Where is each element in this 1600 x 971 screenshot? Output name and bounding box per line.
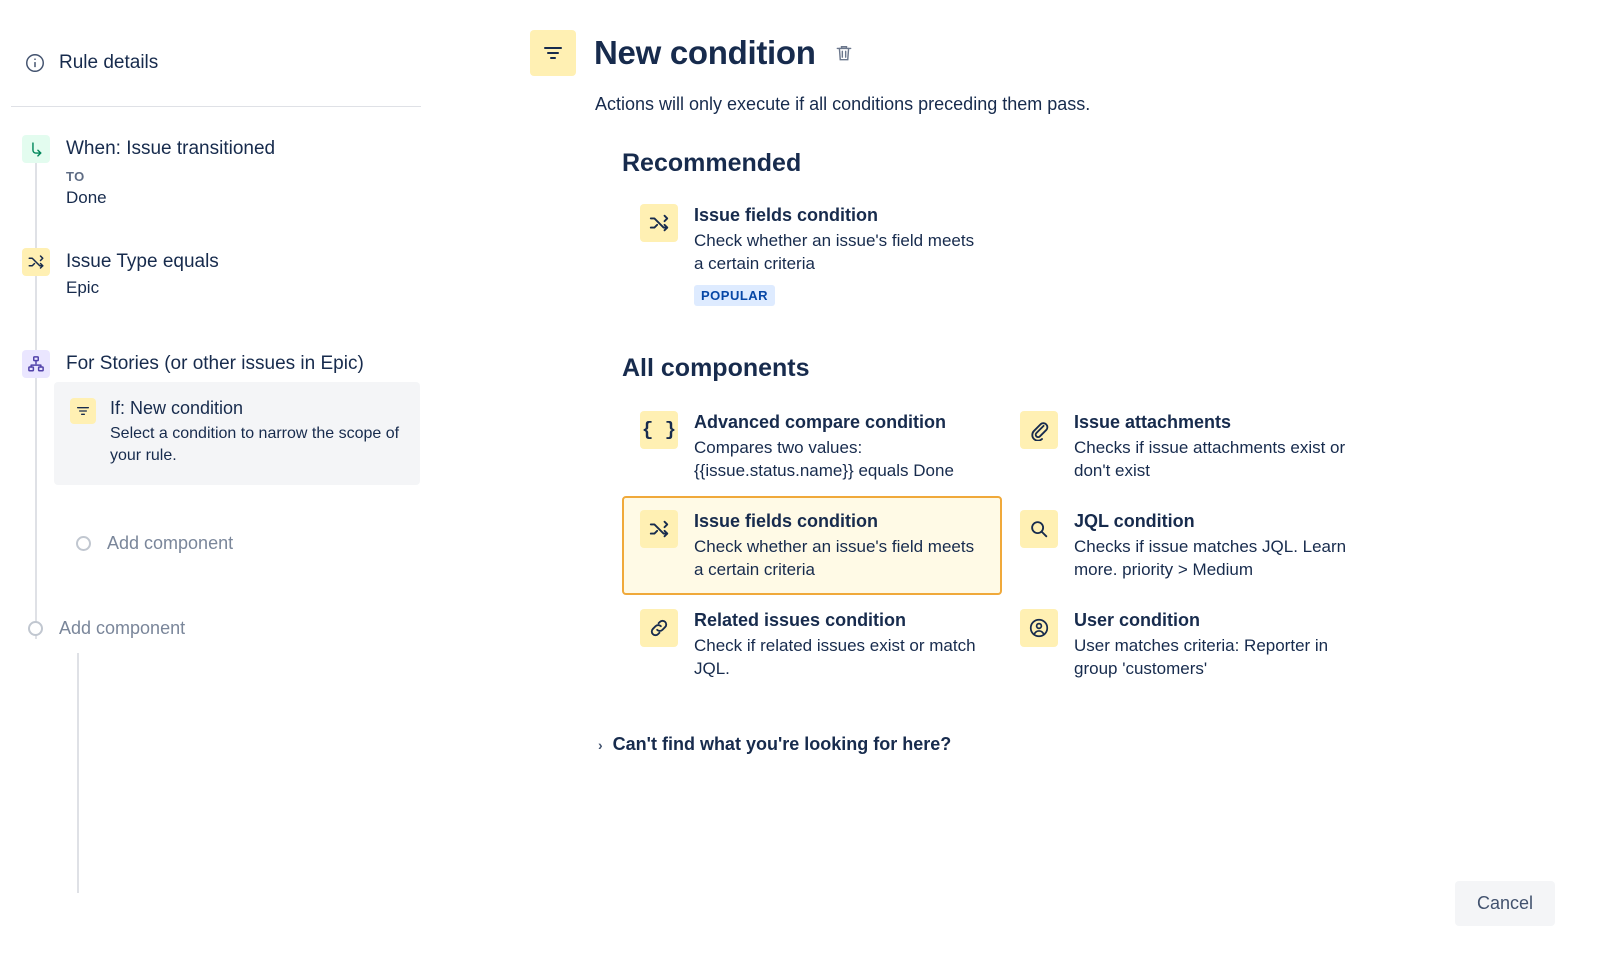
component-picker-panel bbox=[430, 0, 1600, 971]
nested-components bbox=[54, 382, 430, 554]
chevron-right-icon: › bbox=[598, 736, 603, 753]
component-card-title: JQL condition bbox=[1074, 511, 1195, 531]
all-components-heading: All components bbox=[622, 354, 810, 382]
compare-icon bbox=[640, 510, 678, 548]
rule-node-branch[interactable] bbox=[0, 350, 430, 378]
branch-icon bbox=[22, 350, 50, 378]
component-card-title: User condition bbox=[1074, 610, 1201, 630]
rule-node-subtitle-value: Done bbox=[66, 188, 107, 207]
component-card-advanced-compare[interactable] bbox=[622, 397, 1002, 496]
add-component-outer-button[interactable] bbox=[0, 618, 430, 639]
sidebar-divider bbox=[11, 106, 421, 107]
braces-icon: { } bbox=[640, 411, 678, 449]
component-card-title: Related issues condition bbox=[694, 610, 907, 630]
add-component-label: Add component bbox=[107, 533, 234, 553]
rule-node-trigger[interactable] bbox=[0, 135, 430, 208]
condition-icon bbox=[70, 398, 96, 424]
rule-node-title: When: Issue transitioned bbox=[66, 138, 276, 159]
component-card-description: Check whether an issue's field meets a certain criteria bbox=[694, 537, 975, 579]
component-card-title: Issue fields condition bbox=[694, 511, 879, 531]
compare-icon bbox=[22, 248, 50, 276]
rule-node-subtitle-label: TO bbox=[66, 169, 85, 184]
add-component-circle-icon bbox=[28, 621, 43, 636]
rule-node-new-condition[interactable] bbox=[54, 382, 420, 485]
recommended-heading: Recommended bbox=[622, 149, 802, 177]
timeline-line bbox=[35, 149, 37, 639]
add-component-circle-icon bbox=[76, 536, 91, 551]
user-icon bbox=[1020, 609, 1058, 647]
component-card-description: Checks if issue matches JQL. Learn more. priority > Medium bbox=[1074, 537, 1347, 579]
trash-icon[interactable] bbox=[834, 43, 854, 63]
nested-node-title: If: New condition bbox=[110, 398, 244, 418]
rule-node-title: For Stories (or other issues in Epic) bbox=[66, 353, 364, 374]
add-component-inner-button[interactable] bbox=[54, 533, 430, 554]
component-card-description: User matches criteria: Reporter in group 'customers' bbox=[1074, 636, 1329, 678]
info-icon bbox=[24, 52, 46, 74]
link-icon bbox=[640, 609, 678, 647]
component-card-title: Issue fields condition bbox=[694, 205, 879, 225]
rule-chain-sidebar bbox=[0, 0, 430, 971]
transition-icon bbox=[22, 135, 50, 163]
component-card-issue-attachments[interactable] bbox=[1002, 397, 1382, 496]
component-card-description: Compares two values: {{issue.status.name}} equals Done bbox=[694, 438, 954, 480]
panel-header bbox=[530, 30, 1560, 76]
rule-node-condition[interactable] bbox=[0, 248, 430, 298]
nested-node-description: Select a condition to narrow the scope of your rule. bbox=[110, 425, 400, 464]
component-card-description: Check whether an issue's field meets a certain criteria bbox=[694, 231, 975, 273]
page-title: New condition bbox=[594, 34, 816, 71]
component-card-issue-fields[interactable] bbox=[622, 496, 1002, 595]
cancel-button[interactable]: Cancel bbox=[1455, 881, 1555, 926]
component-card-user-condition[interactable] bbox=[1002, 595, 1382, 694]
recommended-list bbox=[622, 190, 1560, 320]
component-card-description: Check if related issues exist or match JQL. bbox=[694, 636, 976, 678]
add-component-label: Add component bbox=[59, 618, 186, 638]
cant-find-expander[interactable] bbox=[598, 734, 1560, 755]
component-card-title: Advanced compare condition bbox=[694, 412, 947, 432]
component-card-description: Checks if issue attachments exist or don't exist bbox=[1074, 438, 1346, 480]
component-card-jql-condition[interactable] bbox=[1002, 496, 1382, 595]
component-card-title: Issue attachments bbox=[1074, 412, 1232, 432]
rule-node-title: Issue Type equals bbox=[66, 251, 219, 272]
rule-timeline bbox=[0, 135, 430, 639]
rule-details-item[interactable] bbox=[0, 46, 430, 80]
status-badge: POPULAR bbox=[694, 285, 775, 306]
compare-icon bbox=[640, 204, 678, 242]
timeline-line-branch bbox=[77, 653, 79, 893]
component-card-related-issues[interactable] bbox=[622, 595, 1002, 694]
search-icon bbox=[1020, 510, 1058, 548]
panel-description: Actions will only execute if all conditions preceding them pass. bbox=[595, 94, 1091, 114]
paperclip-icon bbox=[1020, 411, 1058, 449]
component-card-issue-fields-recommended[interactable] bbox=[622, 190, 1002, 320]
all-components-grid bbox=[622, 397, 1560, 694]
condition-icon bbox=[530, 30, 576, 76]
cant-find-label: Can't find what you're looking for here? bbox=[612, 734, 952, 754]
rule-node-subtitle-value: Epic bbox=[66, 278, 100, 297]
rule-details-label: Rule details bbox=[59, 52, 159, 73]
